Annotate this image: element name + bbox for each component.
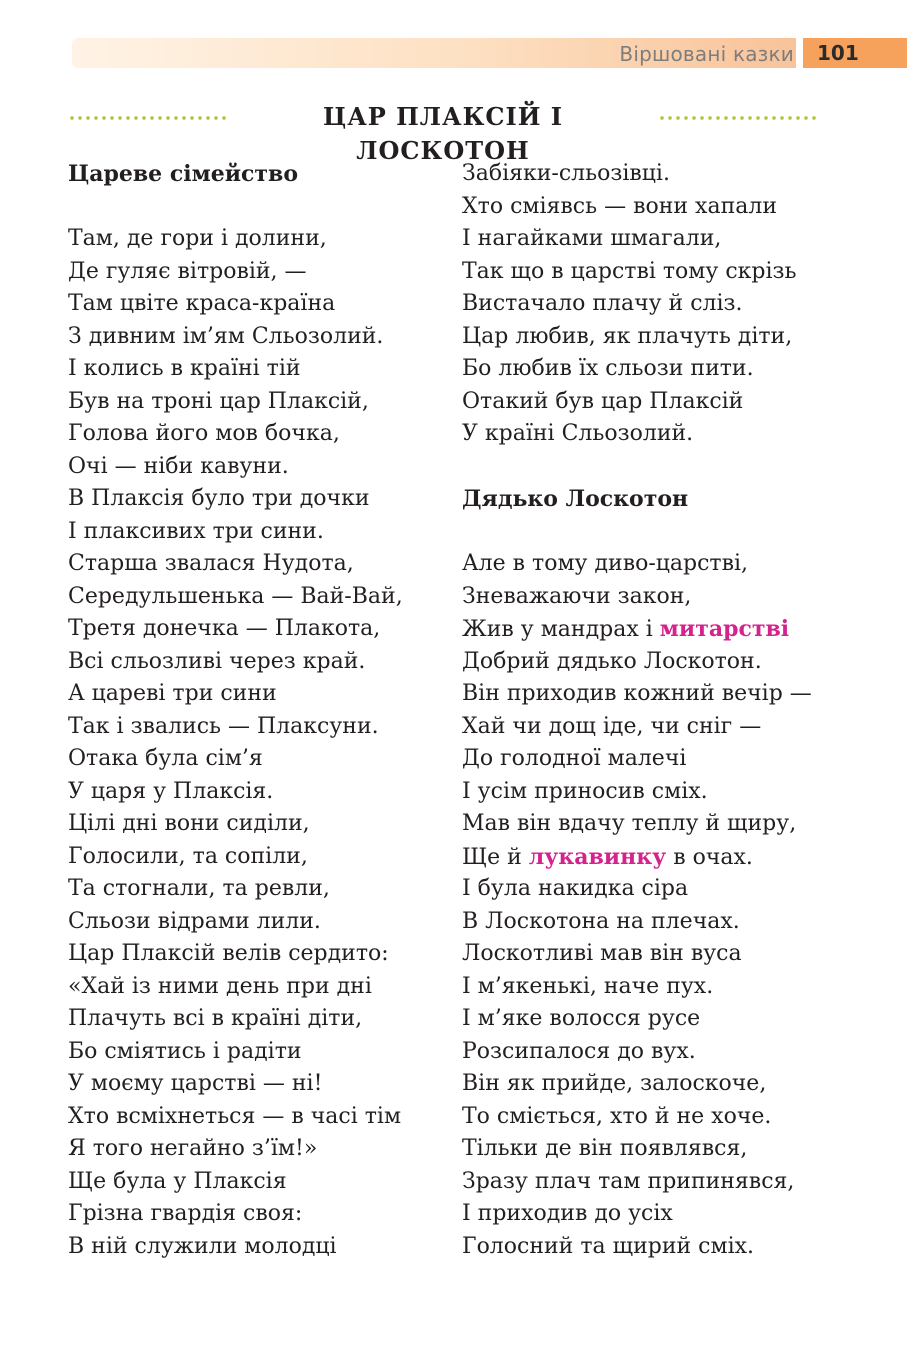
verse-line: Мав він вдачу теплу й щиру, [462, 811, 797, 836]
verse-line: То сміється, хто й не хоче. [462, 1103, 772, 1129]
verse-line: Отака була сім’я [68, 746, 263, 771]
verse-text: Ще й [462, 844, 529, 870]
verse-line: Там цвіте краса-країна [68, 291, 336, 316]
subtitle-loskoton: Дядько Лоскотон [462, 486, 689, 512]
verse-line: Плачуть всі в країні діти, [68, 1006, 363, 1031]
verse-line: До голодної малечі [462, 746, 687, 771]
stanza-gap [462, 516, 892, 549]
poem-title: ЦАР ПЛАКСІЙ І ЛОСКОТОН [323, 102, 563, 165]
verse-line: Хто сміявсь — вони хапали [462, 193, 777, 219]
verse-line: І нагайками шмагали, [462, 226, 722, 251]
verse-line: В ній служили молодці [68, 1233, 337, 1259]
verse-line: Забіяки-сльозівці. [462, 161, 670, 186]
verse-line: А цареві три сини [68, 681, 277, 706]
verse-line: Отакий був цар Плаксій [462, 388, 744, 414]
verse-line: Всі сльозливі через край. [68, 648, 366, 674]
verse-line: Вистачало плачу й сліз. [462, 291, 743, 316]
verse-line: Хто всміхнеться — в часі тім [68, 1103, 402, 1129]
title-dots-right [658, 116, 818, 120]
left-column [68, 158, 448, 1263]
verse-line: Цілі дні вони сиділи, [68, 811, 310, 836]
verse-line: Цар любив, як плачуть діти, [462, 323, 793, 349]
verse-line: Лоскотливі мав він вуса [462, 941, 742, 966]
verse-line: Він як прийде, залоскоче, [462, 1071, 767, 1096]
verse-line: Голосили, та сопіли, [68, 843, 308, 869]
verse-text: в очах. [666, 844, 753, 870]
verse-line: Середульшенька — Вай-Вай, [68, 583, 403, 609]
verse-line: Бо сміятись і радіти [68, 1038, 302, 1064]
verse-line: І м’яке волосся русе [462, 1006, 701, 1031]
verse-line-mytarstvi [462, 613, 892, 646]
verse-line: Він приходив кожний вечір — [462, 681, 812, 706]
verse-line: Добрий дядько Лоскотон. [462, 648, 762, 674]
verse-line-lukavynka [462, 841, 892, 874]
verse-line: Був на троні цар Плаксій, [68, 388, 369, 414]
verse-lines-right-b [462, 548, 892, 613]
right-column [462, 158, 892, 1263]
highlighted-word: митарстві [659, 616, 790, 642]
verse-line: Голова його мов бочка, [68, 421, 340, 446]
page-number: 101 [803, 38, 907, 68]
verse-line: Де гуляє вітровій, — [68, 258, 307, 284]
verse-text: Жив у мандрах і [462, 617, 660, 642]
subtitle-family: Цареве сімейство [68, 161, 299, 187]
verse-line: Старша звалася Нудота, [68, 551, 354, 576]
verse-line: Голосний та щирий сміх. [462, 1233, 755, 1259]
verse-line: Ще була у Плаксія [68, 1168, 287, 1194]
verse-line: І колись в країні тій [68, 356, 301, 381]
verse-line: Зневажаючи закон, [462, 583, 692, 609]
section-title: Віршовані казки [619, 42, 794, 66]
verse-line: У царя у Плаксія. [68, 778, 274, 804]
stanza-gap [68, 191, 448, 224]
verse-line: І приходив до усіх [462, 1201, 673, 1226]
verse-line: Розсипалося до вух. [462, 1038, 696, 1064]
verse-line: Бо любив їх сльози пити. [462, 356, 754, 381]
stanza-gap [462, 451, 892, 484]
verse-line: Цар Плаксій велів сердито: [68, 941, 389, 966]
verse-line: Зразу плач там припинявся, [462, 1168, 795, 1194]
verse-line: Так і звались — Плаксуни. [68, 713, 379, 739]
verse-line: І була накидка сіра [462, 876, 689, 901]
verse-lines-right-c [462, 646, 892, 841]
title-dots-left [68, 116, 228, 120]
verse-line: В Лоскотона на плечах. [462, 908, 740, 934]
verse-line: Грізна гвардія своя: [68, 1201, 303, 1226]
verse-line: Тільки де він появлявся, [462, 1136, 748, 1161]
verse-line: Там, де гори і долини, [68, 226, 327, 251]
verse-line: Хай чи дощ іде, чи сніг — [462, 713, 762, 739]
verse-line: Очі — ніби кавуни. [68, 453, 289, 479]
verse-line: Та стогнали, та ревли, [68, 876, 330, 901]
verse-line: Так що в царстві тому скрізь [462, 258, 797, 284]
verse-line: І плаксивих три сини. [68, 518, 324, 544]
verse-line: З дивним ім’ям Сльозолий. [68, 323, 384, 349]
verse-line: Третя донечка — Плакота, [68, 616, 381, 641]
verse-line: У країні Сльозолий. [462, 421, 694, 446]
verse-line: Я того негайно з’їм!» [68, 1136, 318, 1161]
highlighted-word: лукавинку [528, 843, 667, 870]
verse-line: І усім приносив сміх. [462, 778, 708, 804]
verse-line: Сльози відрами лили. [68, 908, 321, 934]
verse-line: У моєму царстві — ні! [68, 1071, 323, 1096]
verse-lines-right-d [462, 873, 892, 1263]
verse-line: «Хай із ними день при дні [68, 973, 372, 999]
verse-line: Але в тому диво-царстві, [462, 551, 749, 576]
verse-line: В Плаксія було три дочки [68, 486, 370, 511]
verse-lines-right-a [462, 158, 892, 451]
verse-line: І м’якенькі, наче пух. [462, 973, 714, 999]
verse-lines-left [68, 223, 448, 1263]
